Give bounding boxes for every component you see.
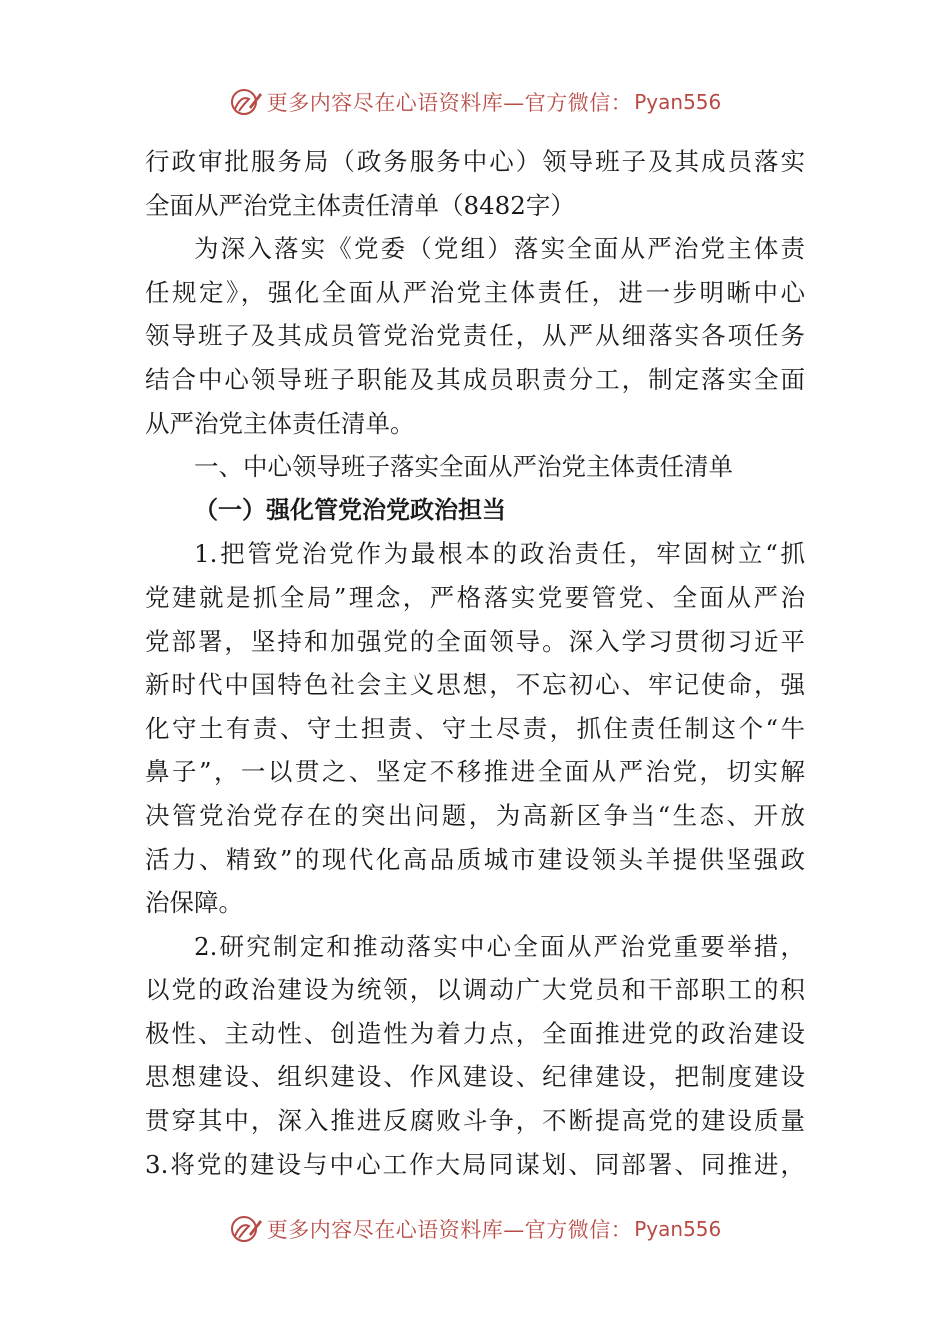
header-banner	[0, 84, 950, 120]
paragraph-line: 从严治党主体责任清单。	[145, 408, 415, 438]
paragraph-line: 治保障。	[145, 888, 243, 918]
paragraph-line: 结合中心领导班子职能及其成员职责分工，制定落实全面	[145, 364, 805, 394]
paragraph-line: 贯穿其中，深入推进反腐败斗争，不断提高党的建设质量	[145, 1106, 805, 1136]
paragraph-line: 党部署，坚持和加强党的全面领导。深入学习贯彻习近平	[145, 626, 805, 656]
paragraph-line: 任规定》，强化全面从严治党主体责任，进一步明晰中心	[145, 277, 805, 307]
document-body	[145, 140, 805, 1186]
banner-text: 更多内容尽在心语资料库—官方微信：	[266, 1218, 633, 1242]
paragraph-line: 1.把管党治党作为最根本的政治责任，牢固树立“抓	[194, 539, 805, 569]
paragraph-line: 化守土有责、守土担责、守土尽责，抓住责任制这个“牛	[145, 713, 805, 743]
paragraph-line: 活力、精致”的现代化高品质城市建设领头羊提供坚强政	[145, 844, 805, 874]
subsection-heading: （一）强化管党治党政治担当	[194, 495, 506, 524]
paragraph-line: 领导班子及其成员管党治党责任，从严从细落实各项任务	[145, 321, 805, 351]
paragraph-line: 为深入落实《党委（党组）落实全面从严治党主体责	[194, 234, 805, 264]
section-heading: 一、中心领导班子落实全面从严治党主体责任清单	[194, 452, 733, 482]
paragraph-line: 党建就是抓全局”理念，严格落实党要管党、全面从严治	[145, 582, 805, 612]
paragraph-line: 决管党治党存在的突出问题，为高新区争当“生态、开放	[145, 800, 805, 830]
title-line-1: 行政审批服务局（政务服务中心）领导班子及其成员落实	[145, 147, 805, 176]
wechat-id: Pyan556	[634, 90, 722, 114]
paragraph-line: 思想建设、组织建设、作风建设、纪律建设，把制度建设	[145, 1062, 805, 1092]
paragraph-line: 极性、主动性、创造性为着力点，全面推进党的政治建设	[145, 1018, 805, 1048]
pen-signature-logo-icon	[229, 85, 263, 119]
title-line-2: 全面从严治党主体责任清单（8482字）	[145, 190, 575, 220]
wechat-id: Pyan556	[634, 1217, 722, 1241]
paragraph-line: 3.将党的建设与中心工作大局同谋划、同部署、同推进，	[145, 1149, 805, 1179]
banner-text: 更多内容尽在心语资料库—官方微信：	[266, 91, 633, 115]
footer-banner	[0, 1211, 950, 1247]
pen-signature-logo-icon	[229, 1212, 263, 1246]
paragraph-line: 以党的政治建设为统领，以调动广大党员和干部职工的积	[145, 975, 805, 1005]
paragraph-line: 鼻子”，一以贯之、坚定不移推进全面从严治党，切实解	[145, 757, 805, 787]
paragraph-line: 新时代中国特色社会主义思想，不忘初心、牢记使命，强	[145, 670, 805, 700]
paragraph-line: 2.研究制定和推动落实中心全面从严治党重要举措，	[194, 931, 805, 961]
